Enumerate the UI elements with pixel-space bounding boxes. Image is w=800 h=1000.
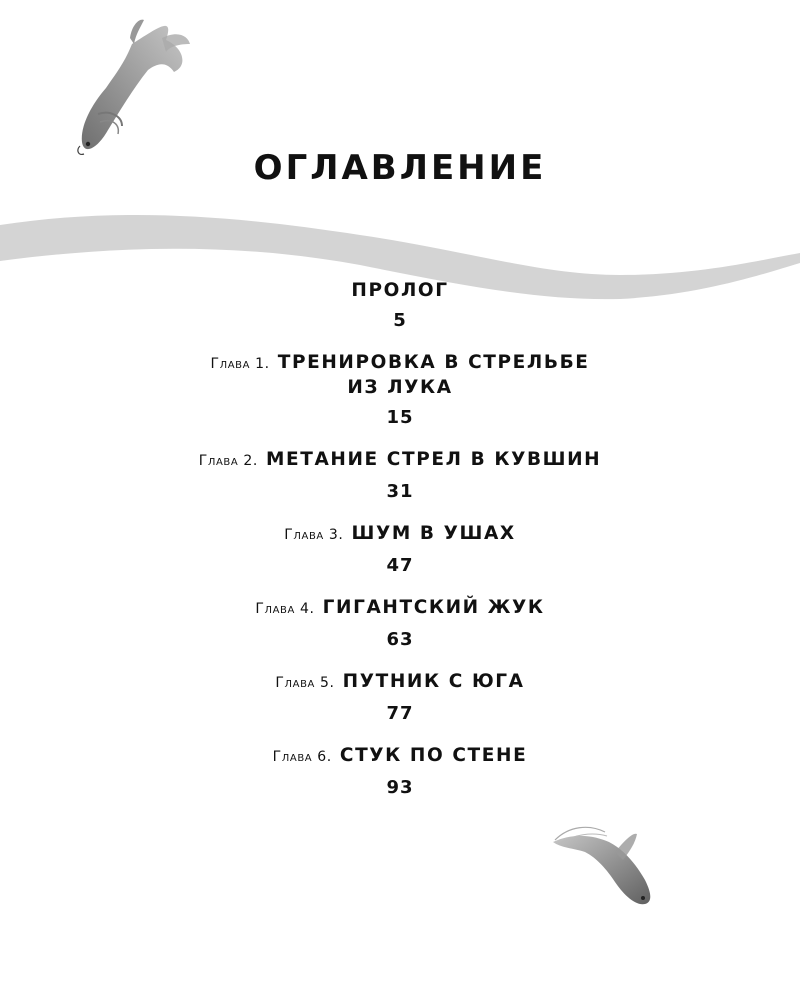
table-of-contents (150, 279, 650, 818)
toc-entry-prologue[interactable] (150, 279, 650, 333)
toc-entry-chapter-2[interactable] (150, 448, 650, 504)
chapter-prefix: Глава 6. (272, 749, 332, 765)
toc-entry-chapter-6[interactable] (150, 744, 650, 800)
chapter-prefix: Глава 4. (255, 601, 315, 617)
koi-fish-illustration (545, 822, 665, 912)
toc-page-number: 5 (393, 310, 407, 331)
chapter-title: ГИГАНТСКИЙ ЖУК (322, 597, 545, 618)
toc-entry-chapter-4[interactable] (150, 596, 650, 652)
chapter-prefix: Глава 5. (275, 675, 335, 691)
chapter-prefix: Глава 3. (284, 527, 344, 543)
toc-entry-chapter-1[interactable] (150, 351, 650, 430)
toc-entry-title (150, 596, 650, 621)
toc-page-number: 77 (386, 703, 414, 724)
toc-page-number: 63 (386, 629, 414, 650)
chapter-title: ПУТНИК С ЮГА (342, 671, 525, 692)
chapter-title: ШУМ В УШАХ (351, 523, 516, 544)
toc-page-number: 93 (386, 777, 414, 798)
chapter-prefix: Глава 2. (198, 453, 258, 469)
toc-page-number: 15 (386, 407, 414, 428)
toc-entry-title: ПРОЛОГ (351, 280, 449, 301)
toc-page-number: 47 (386, 555, 414, 576)
chapter-title: ТРЕНИРОВКА В СТРЕЛЬБЕ (277, 352, 590, 373)
page-title: ОГЛАВЛЕНИЕ (253, 148, 547, 188)
chapter-title-continued: ИЗ ЛУКА (347, 377, 453, 398)
toc-entry-title (150, 744, 650, 769)
chapter-title: СТУК ПО СТЕНЕ (339, 745, 528, 766)
koi-fish-illustration (70, 18, 195, 168)
toc-entry-title (150, 670, 650, 695)
toc-page-number: 31 (386, 481, 414, 502)
chapter-prefix: Глава 1. (210, 356, 270, 372)
toc-entry-title (150, 522, 650, 547)
toc-entry-title (150, 448, 650, 473)
toc-entry-title (150, 351, 650, 399)
toc-entry-chapter-5[interactable] (150, 670, 650, 726)
toc-entry-chapter-3[interactable] (150, 522, 650, 578)
chapter-title: МЕТАНИЕ СТРЕЛ В КУВШИН (265, 449, 602, 470)
